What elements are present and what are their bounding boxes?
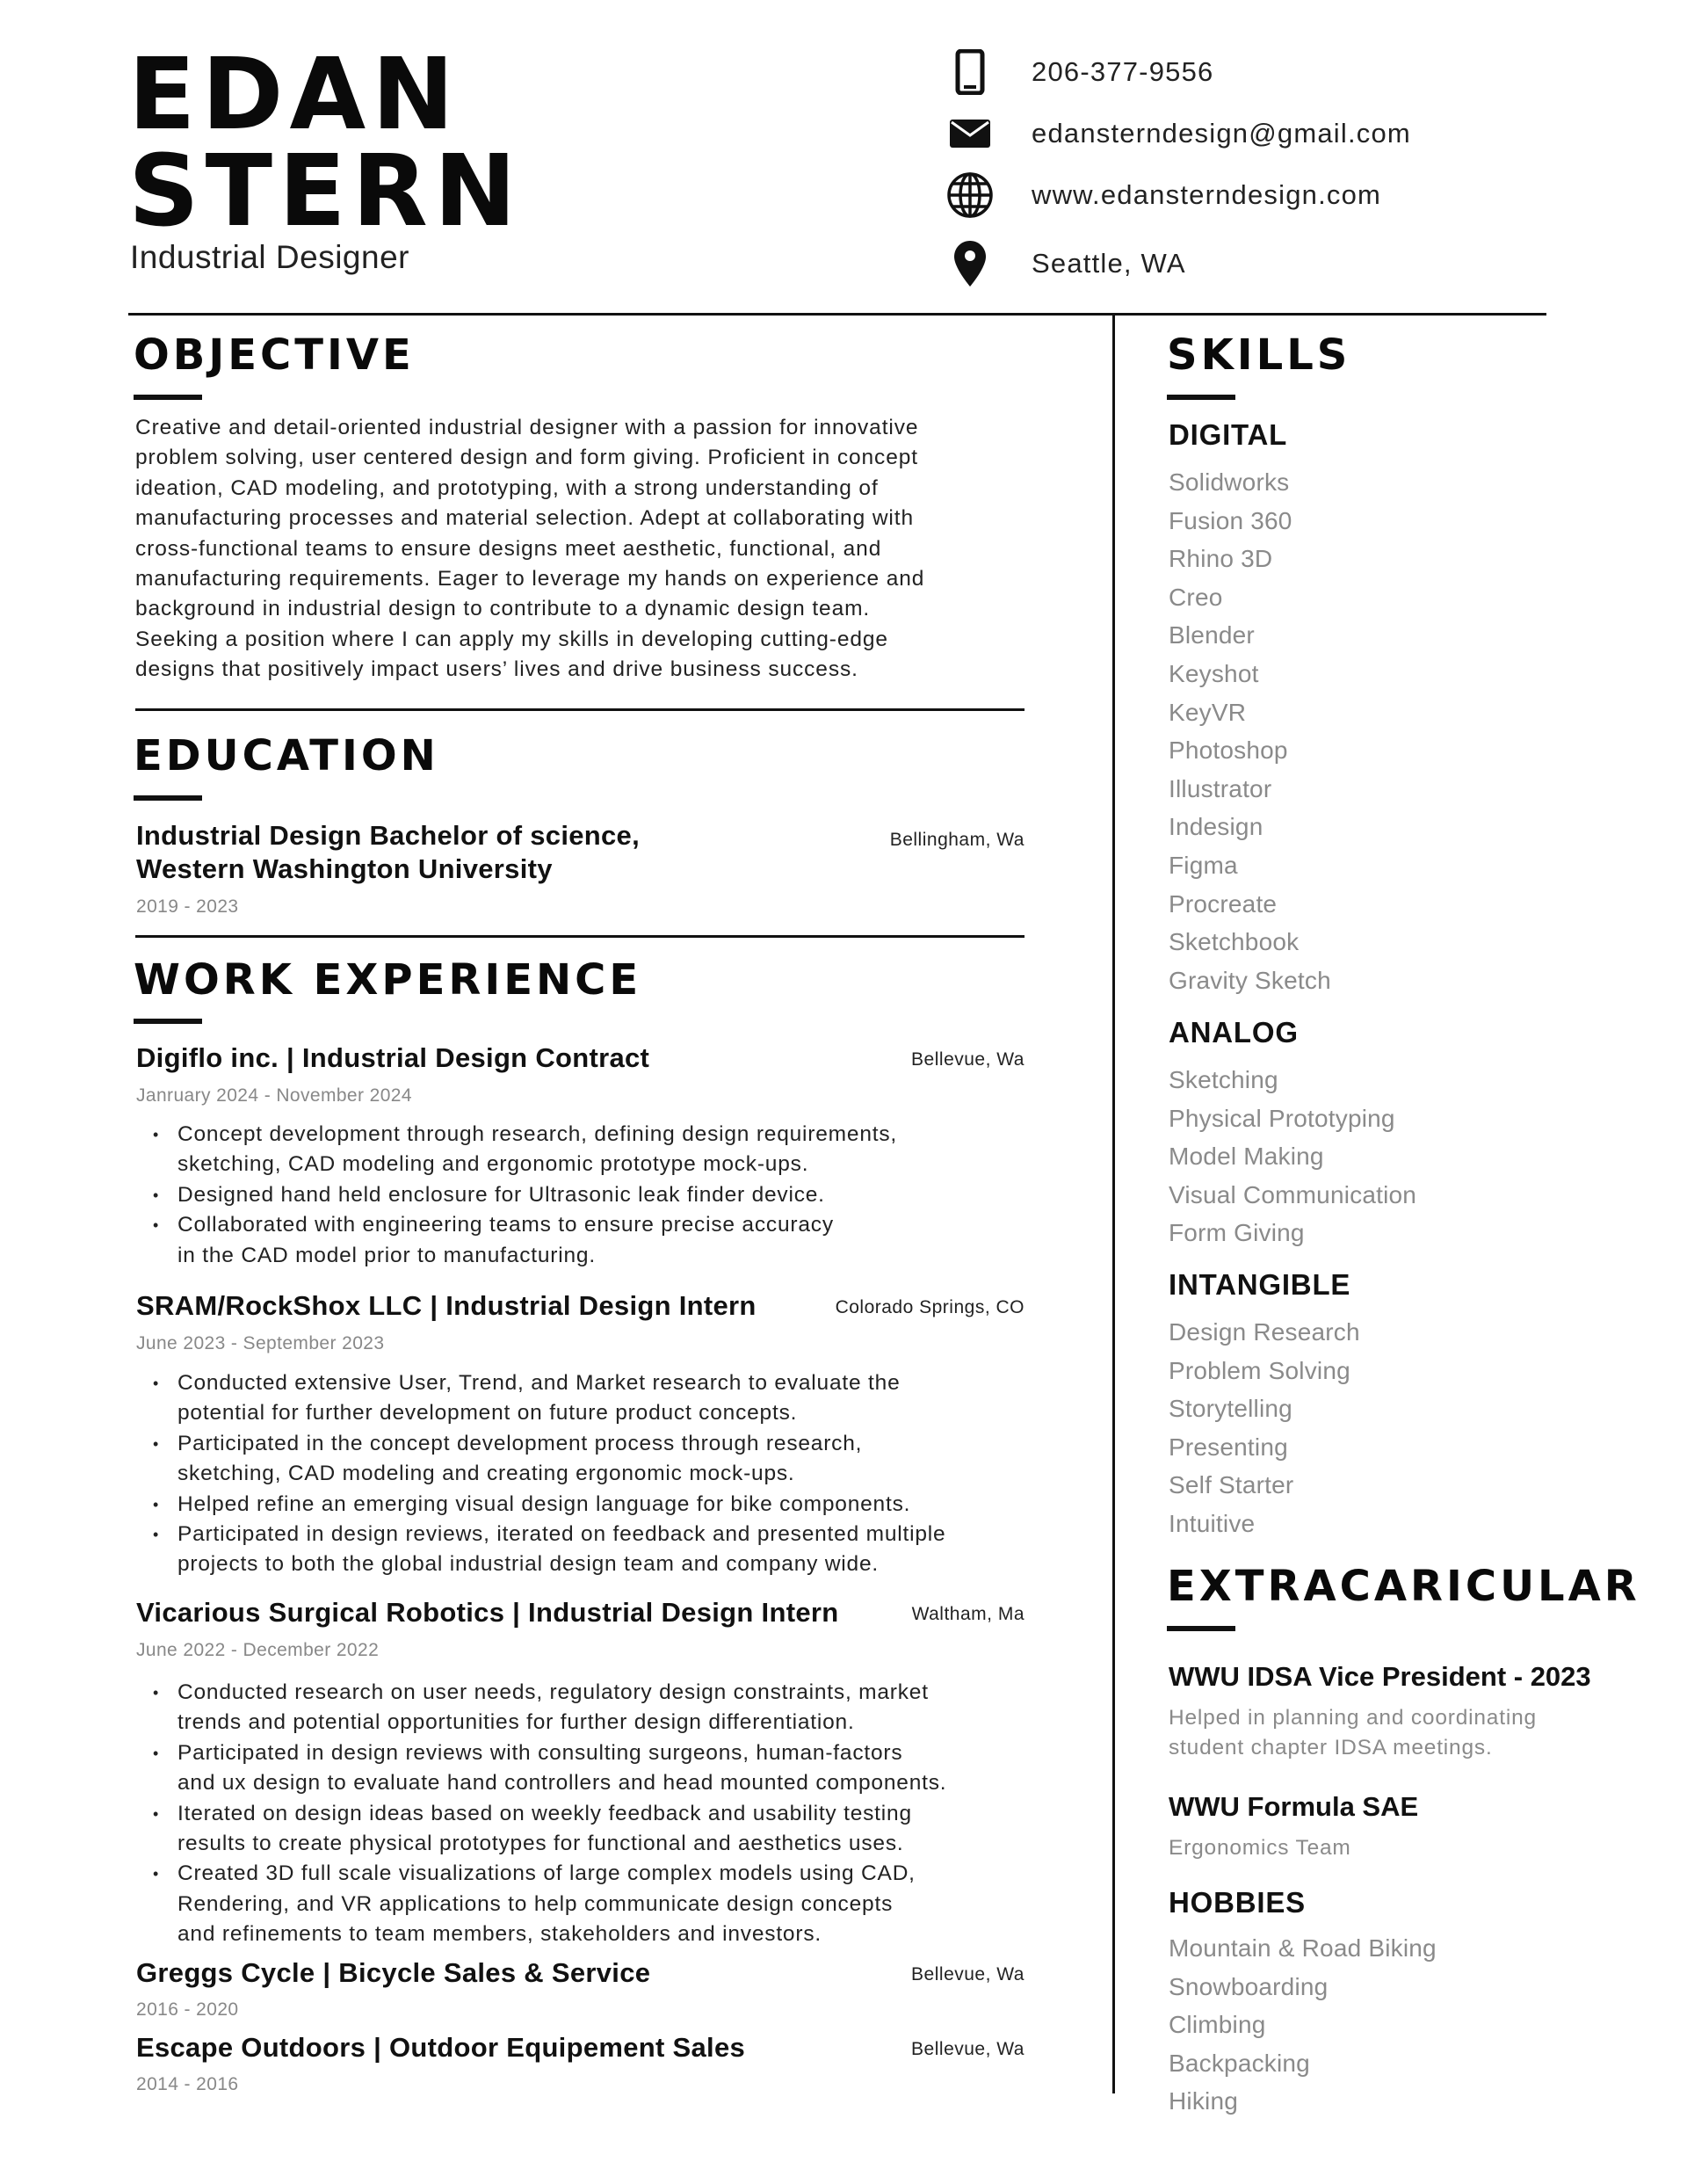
location-pin-icon: [945, 239, 995, 288]
list-item: Self Starter: [1169, 1471, 1294, 1499]
list-item: Snowboarding: [1169, 1972, 1329, 2000]
list-item: Physical Prototyping: [1169, 1104, 1395, 1132]
job-location-sram: Colorado Springs, CO: [835, 1297, 1025, 1317]
job-bullets-digiflo: [153, 1120, 996, 1271]
list-item: Model Making: [1169, 1143, 1324, 1171]
job-dates-digiflo: Janruary 2024 - November 2024: [136, 1085, 412, 1106]
job-dates-escape: 2014 - 2016: [136, 2074, 239, 2094]
list-item: Sketching: [1169, 1066, 1278, 1093]
job-dates-sram: June 2023 - September 2023: [136, 1333, 385, 1353]
education-underline: [134, 795, 202, 801]
job-location-greggs: Bellevue, Wa: [911, 1964, 1025, 1984]
list-item: Design Research: [1169, 1318, 1360, 1346]
work-underline: [134, 1019, 202, 1024]
phone-number[interactable]: 206-377-9556: [1032, 56, 1214, 87]
first-name: EDAN: [128, 38, 460, 152]
job-dates-vicarious: June 2022 - December 2022: [136, 1640, 380, 1660]
list-item: Indesign: [1169, 813, 1263, 841]
digital-heading: DIGITAL: [1169, 418, 1288, 451]
website-url[interactable]: www.edansterndesign.com: [1032, 179, 1382, 210]
extra-title-formula: WWU Formula SAE: [1169, 1791, 1419, 1822]
list-item: • Helped refine an emerging visual design language for bike components.: [153, 1490, 996, 1520]
analog-heading: ANALOG: [1169, 1016, 1299, 1048]
extra-desc-formula: Ergonomics Team: [1169, 1836, 1351, 1860]
header-divider: [128, 313, 1546, 316]
job-location-escape: Bellevue, Wa: [911, 2039, 1025, 2059]
email-address[interactable]: edansterndesign@gmail.com: [1032, 118, 1411, 149]
hobbies-heading: HOBBIES: [1169, 1886, 1306, 1919]
list-item: • Conducted extensive User, Trend, and Market research to evaluate the potential for further development on future product concepts.: [153, 1368, 996, 1429]
column-divider: [1112, 313, 1115, 2093]
work-heading: WORK EXPERIENCE: [134, 955, 642, 1005]
list-item: Visual Communication: [1169, 1180, 1417, 1208]
education-heading: EDUCATION: [134, 731, 439, 780]
list-item: Problem Solving: [1169, 1356, 1350, 1384]
list-item: • Iterated on design ideas based on weekly feedback and usability testing results to create physical prototypes for functional and aesthetics uses.: [153, 1799, 996, 1860]
list-item: • Collaborated with engineering teams to ensure precise accuracy in the CAD model prior to manufacturing.: [153, 1210, 996, 1271]
objective-heading: OBJECTIVE: [134, 330, 415, 380]
job-title-escape: Escape Outdoors | Outdoor Equipement Sales: [136, 2032, 746, 2063]
contact-email: [945, 109, 1411, 158]
analog-skills: [1169, 1061, 1416, 1252]
list-item: • Created 3D full scale visualizations of large complex models using CAD, Rendering, and VR applications to help communicate design concepts and refinements to team members, stakeholders and investors.: [153, 1859, 996, 1949]
list-item: • Participated in design reviews, iterated on feedback and presented multiple projects to both the global industrial design team and company wide.: [153, 1520, 996, 1580]
list-item: Hiking: [1169, 2087, 1239, 2115]
objective-divider: [135, 708, 1025, 711]
list-item: Climbing: [1169, 2011, 1266, 2039]
contact-location: [945, 239, 1186, 288]
digital-skills: [1169, 463, 1331, 999]
list-item: Backpacking: [1169, 2049, 1310, 2077]
list-item: • Participated in the concept development process through research, sketching, CAD modeling and creating ergonomic mock-ups.: [153, 1429, 996, 1490]
extra-desc-idsa: Helped in planning and coordinating student chapter IDSA meetings.: [1169, 1706, 1537, 1760]
list-item: Rhino 3D: [1169, 545, 1273, 573]
list-item: Procreate: [1169, 889, 1278, 918]
skills-heading: SKILLS: [1167, 330, 1351, 380]
list-item: • Conducted research on user needs, regulatory design constraints, market trends and potential opportunities for further design differentiation.: [153, 1678, 996, 1738]
job-title-greggs: Greggs Cycle | Bicycle Sales & Service: [136, 1957, 651, 1988]
list-item: • Concept development through research, defining design requirements, sketching, CAD modeling and ergonomic prototype mock-ups.: [153, 1120, 996, 1180]
intangible-skills: [1169, 1313, 1360, 1543]
objective-underline: [134, 395, 202, 400]
education-location: Bellingham, Wa: [889, 830, 1025, 850]
job-location-vicarious: Waltham, Ma: [911, 1604, 1025, 1624]
education-degree: Industrial Design Bachelor of science, Western Washington University: [136, 820, 641, 884]
list-item: Creo: [1169, 583, 1223, 611]
job-bullets-vicarious: [153, 1678, 996, 1950]
hobbies-list: [1169, 1929, 1437, 2121]
job-title-digiflo: Digiflo inc. | Industrial Design Contract: [136, 1042, 650, 1073]
job-location-digiflo: Bellevue, Wa: [911, 1049, 1025, 1070]
job-title-vicarious: Vicarious Surgical Robotics | Industrial Design Intern: [136, 1597, 839, 1628]
education-divider: [135, 935, 1025, 938]
location-text: Seattle, WA: [1032, 248, 1186, 279]
list-item: Mountain & Road Biking: [1169, 1934, 1437, 1962]
skills-underline: [1167, 395, 1235, 400]
list-item: KeyVR: [1169, 698, 1247, 726]
list-item: Form Giving: [1169, 1219, 1305, 1247]
job-bullets-sram: [153, 1368, 996, 1580]
objective-text: Creative and detail-oriented industrial designer with a passion for innovative problem solving, user centered design and form giving. Proficient in concept ideation, CAD modeling, and prototyping, with a strong understanding of manufacturing processes and material selection. Adept at collaborating with cross-functional teams to ensure designs meet aesthetic, functional, and manufacturing requirements. Eager to leverage my hands on experience and background in industrial design to contribute to a dynamic design team. Seeking a position where I can apply my skills in developing cutting-edge designs that positively impact users’ lives and drive business success.: [135, 416, 925, 682]
list-item: Keyshot: [1169, 659, 1259, 687]
job-title: Industrial Designer: [130, 239, 409, 275]
list-item: Illustrator: [1169, 774, 1272, 802]
list-item: Presenting: [1169, 1433, 1288, 1461]
last-name: STERN: [128, 134, 523, 249]
education-dates: 2019 - 2023: [136, 896, 239, 917]
list-item: Intuitive: [1169, 1509, 1256, 1537]
list-item: Fusion 360: [1169, 506, 1292, 534]
list-item: Gravity Sketch: [1169, 966, 1331, 994]
job-title-sram: SRAM/RockShox LLC | Industrial Design Intern: [136, 1290, 757, 1321]
extracurricular-heading: EXTRACARICULAR: [1167, 1562, 1640, 1611]
intangible-heading: INTANGIBLE: [1169, 1268, 1351, 1301]
list-item: • Designed hand held enclosure for Ultrasonic leak finder device.: [153, 1180, 996, 1210]
list-item: Storytelling: [1169, 1395, 1292, 1423]
list-item: Photoshop: [1169, 736, 1288, 765]
list-item: • Participated in design reviews with consulting surgeons, human-factors and ux design to evaluate hand controllers and head mounted components.: [153, 1738, 996, 1799]
email-icon: [945, 109, 995, 158]
job-dates-greggs: 2016 - 2020: [136, 1999, 239, 2020]
extra-title-idsa: WWU IDSA Vice President - 2023: [1169, 1661, 1591, 1692]
contact-website: [945, 171, 1381, 220]
list-item: Blender: [1169, 621, 1255, 649]
list-item: Sketchbook: [1169, 928, 1300, 956]
list-item: Figma: [1169, 851, 1238, 879]
list-item: Solidworks: [1169, 468, 1290, 496]
phone-icon: [945, 47, 995, 97]
globe-icon: [945, 171, 995, 220]
contact-phone: [945, 47, 1213, 97]
extracurricular-underline: [1167, 1626, 1235, 1631]
